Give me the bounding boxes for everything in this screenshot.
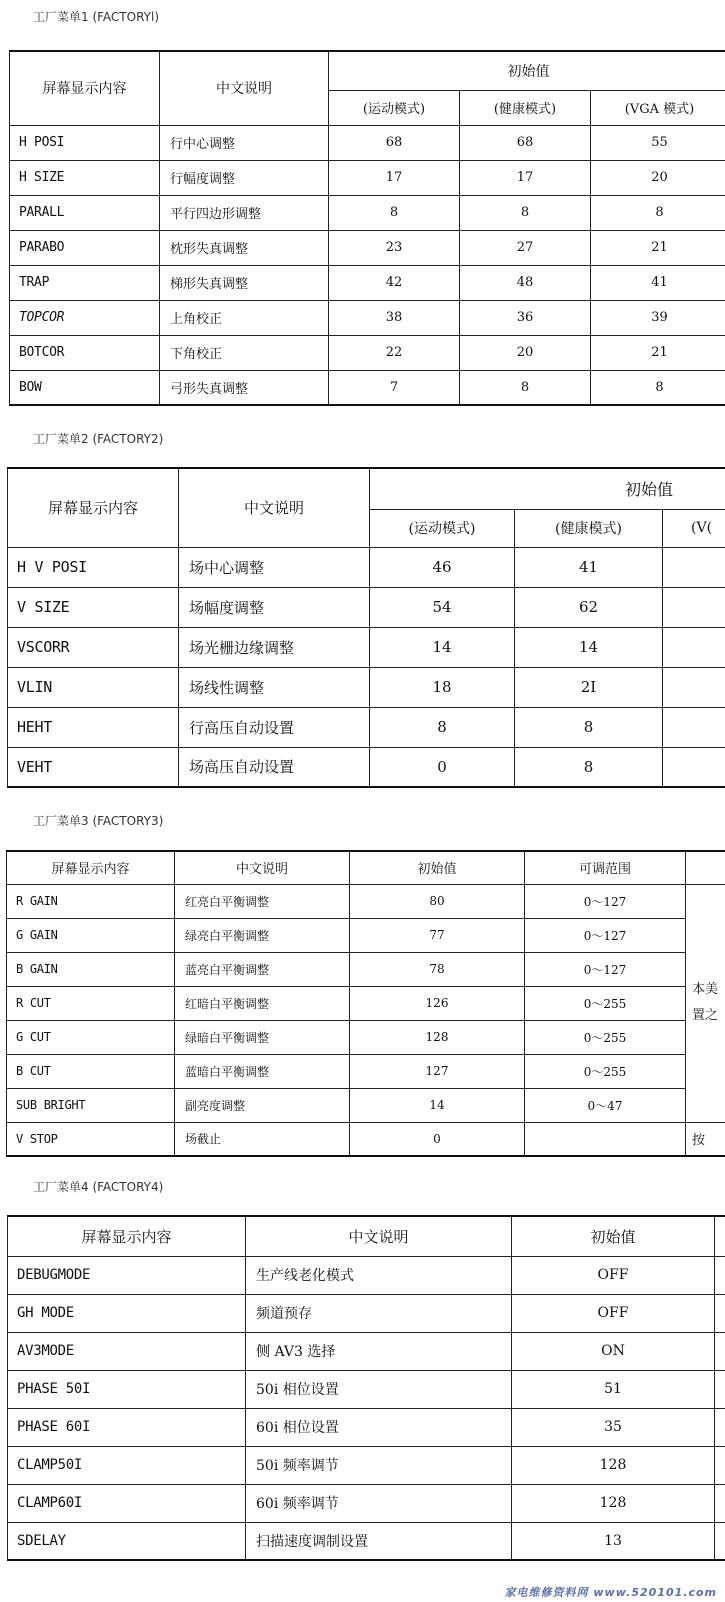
row-cut (715, 1484, 725, 1522)
factory3-title: 工厂菜单3 (FACTORY3) (33, 814, 164, 828)
row-code: PHASE 50I (8, 1370, 246, 1408)
row-desc: 蓝亮白平衡调整 (175, 952, 350, 986)
factory2-header-desc: 中文说明 (179, 468, 370, 547)
table-row (8, 1522, 725, 1560)
row-cut (715, 1408, 725, 1446)
row-code: B CUT (7, 1054, 175, 1088)
row-value-mode1: 22 (329, 335, 460, 370)
table-row (10, 230, 725, 265)
factory2-header-mode1: (运动模式) (370, 509, 515, 547)
factory2-header-mode3: (V( (663, 509, 725, 547)
row-value-mode1: 23 (329, 230, 460, 265)
table-row (7, 1020, 725, 1054)
row-range: 0～255 (525, 1054, 686, 1088)
row-code: V SIZE (8, 587, 179, 627)
row-value: 0 (350, 1122, 525, 1156)
row-code: VEHT (8, 747, 179, 787)
table-row (10, 265, 725, 300)
row-code: R GAIN (7, 884, 175, 918)
factory2-header-screen: 屏幕显示内容 (8, 468, 179, 547)
table-row (10, 335, 725, 370)
factory2-title: 工厂菜单2 (FACTORY2) (33, 432, 164, 446)
factory3-header-note (686, 851, 725, 884)
row-value: 80 (350, 884, 525, 918)
row-value-mode3 (663, 667, 725, 707)
factory1-table (9, 50, 725, 406)
row-value-mode1: 17 (329, 160, 460, 195)
table-row (7, 884, 725, 918)
row-value-mode2: 62 (515, 587, 663, 627)
row-code: TOPCOR (10, 300, 160, 335)
row-range (525, 1122, 686, 1156)
watermark-logo: 家电维修资料网 www.520101.com (504, 1586, 717, 1599)
row-code: SUB BRIGHT (7, 1088, 175, 1122)
row-value-mode2: 20 (460, 335, 591, 370)
row-value: 13 (512, 1522, 715, 1560)
factory2-header-mode2: (健康模式) (515, 509, 663, 547)
row-desc: 场线性调整 (179, 667, 370, 707)
row-value-mode1: 14 (370, 627, 515, 667)
factory3-header-range: 可调范围 (525, 851, 686, 884)
row-desc: 上角校正 (160, 300, 329, 335)
row-value-mode2: 8 (460, 195, 591, 230)
factory1-header-initial: 初始值 (329, 51, 725, 90)
row-desc: 红暗白平衡调整 (175, 986, 350, 1020)
row-desc: 弓形失真调整 (160, 370, 329, 405)
row-code: PARALL (10, 195, 160, 230)
row-value-mode2: 17 (460, 160, 591, 195)
row-range: 0～255 (525, 986, 686, 1020)
row-desc: 场光栅边缘调整 (179, 627, 370, 667)
table-row (8, 1370, 725, 1408)
row-code: H V POSI (8, 547, 179, 587)
row-desc: 梯形失真调整 (160, 265, 329, 300)
table-row (7, 918, 725, 952)
row-value: 128 (512, 1446, 715, 1484)
row-code: BOW (10, 370, 160, 405)
row-code: HEHT (8, 707, 179, 747)
note-line: 置之 (692, 1008, 719, 1023)
row-cut (715, 1522, 725, 1560)
factory3-header-initial: 初始值 (350, 851, 525, 884)
row-value-mode2: 14 (515, 627, 663, 667)
row-value-mode2: 41 (515, 547, 663, 587)
table-row (10, 370, 725, 405)
factory1-title: 工厂菜单1 (FACTORYl) (33, 10, 160, 24)
row-desc: 行高压自动设置 (179, 707, 370, 747)
row-value: 35 (512, 1408, 715, 1446)
row-desc: 频道预存 (246, 1294, 512, 1332)
table-row (8, 667, 725, 707)
row-desc: 60i 相位设置 (246, 1408, 512, 1446)
row-value: 51 (512, 1370, 715, 1408)
row-value: 78 (350, 952, 525, 986)
row-cut (715, 1294, 725, 1332)
note-line: 本美 (692, 982, 719, 997)
row-value-mode2: 8 (515, 707, 663, 747)
row-code: AV3MODE (8, 1332, 246, 1370)
factory4-table (7, 1215, 725, 1561)
factory1-header-screen: 屏幕显示内容 (10, 51, 160, 125)
row-desc: 平行四边形调整 (160, 195, 329, 230)
factory2-table (7, 467, 725, 788)
row-desc: 下角校正 (160, 335, 329, 370)
table-row (8, 747, 725, 787)
row-value: 128 (350, 1020, 525, 1054)
row-value-mode1: 68 (329, 125, 460, 160)
row-desc: 扫描速度调制设置 (246, 1522, 512, 1560)
table-row (8, 1294, 725, 1332)
row-code: GH MODE (8, 1294, 246, 1332)
row-value: 126 (350, 986, 525, 1020)
row-cut (715, 1332, 725, 1370)
row-value-mode1: 54 (370, 587, 515, 627)
row-code: H POSI (10, 125, 160, 160)
row-value: 77 (350, 918, 525, 952)
factory3-header-screen: 屏幕显示内容 (7, 851, 175, 884)
factory4-header-desc: 中文说明 (246, 1216, 512, 1256)
factory4-header-screen: 屏幕显示内容 (8, 1216, 246, 1256)
note-line: 按 (686, 1122, 725, 1156)
table-row (8, 627, 725, 667)
row-value-mode1: 38 (329, 300, 460, 335)
row-value-mode1: 8 (329, 195, 460, 230)
row-value-mode2: 2I (515, 667, 663, 707)
row-value-mode3: 8 (591, 195, 725, 230)
row-value: 127 (350, 1054, 525, 1088)
row-desc: 50i 相位设置 (246, 1370, 512, 1408)
table-row (7, 1122, 725, 1156)
row-code: G GAIN (7, 918, 175, 952)
row-value-mode3: 21 (591, 335, 725, 370)
factory2-body (8, 547, 725, 787)
row-cut (715, 1370, 725, 1408)
row-value-mode3: 41 (591, 265, 725, 300)
row-value-mode3: 21 (591, 230, 725, 265)
row-code: G CUT (7, 1020, 175, 1054)
row-value-mode2: 8 (460, 370, 591, 405)
row-code: CLAMP50I (8, 1446, 246, 1484)
row-cut (715, 1256, 725, 1294)
row-desc: 蓝暗白平衡调整 (175, 1054, 350, 1088)
row-value-mode2: 27 (460, 230, 591, 265)
row-value-mode3: 20 (591, 160, 725, 195)
table-row (8, 707, 725, 747)
row-range: 0～127 (525, 918, 686, 952)
row-value-mode3: 39 (591, 300, 725, 335)
row-value-mode2: 36 (460, 300, 591, 335)
row-range: 0～47 (525, 1088, 686, 1122)
factory3-note (686, 884, 725, 1122)
row-desc: 场截止 (175, 1122, 350, 1156)
row-value-mode3 (663, 547, 725, 587)
factory1-header-mode3: (VGA 模式) (591, 90, 725, 125)
factory4-body (8, 1256, 725, 1560)
row-value: OFF (512, 1256, 715, 1294)
table-row (10, 195, 725, 230)
row-code: R CUT (7, 986, 175, 1020)
table-row (7, 1054, 725, 1088)
table-row (10, 160, 725, 195)
row-range: 0～127 (525, 952, 686, 986)
row-value: ON (512, 1332, 715, 1370)
factory4-header-cut (715, 1216, 725, 1256)
row-desc: 行幅度调整 (160, 160, 329, 195)
row-value-mode1: 8 (370, 707, 515, 747)
row-desc: 生产线老化模式 (246, 1256, 512, 1294)
table-row (8, 1256, 725, 1294)
row-value-mode1: 42 (329, 265, 460, 300)
row-code: V STOP (7, 1122, 175, 1156)
row-desc: 红亮白平衡调整 (175, 884, 350, 918)
row-value-mode1: 46 (370, 547, 515, 587)
table-row (10, 125, 725, 160)
row-value-mode3: 8 (591, 370, 725, 405)
table-row (7, 986, 725, 1020)
row-desc: 绿暗白平衡调整 (175, 1020, 350, 1054)
row-code: VLIN (8, 667, 179, 707)
row-range: 0～127 (525, 884, 686, 918)
row-code: TRAP (10, 265, 160, 300)
table-row (8, 1408, 725, 1446)
row-code: BOTCOR (10, 335, 160, 370)
row-value-mode3 (663, 587, 725, 627)
row-desc: 60i 频率调节 (246, 1484, 512, 1522)
factory4-title: 工厂菜单4 (FACTORY4) (33, 1180, 164, 1194)
factory1-header-desc: 中文说明 (160, 51, 329, 125)
factory3-body (7, 884, 725, 1156)
row-code: B GAIN (7, 952, 175, 986)
row-value-mode2: 48 (460, 265, 591, 300)
row-desc: 行中心调整 (160, 125, 329, 160)
row-value-mode3 (663, 707, 725, 747)
factory1-header-mode2: (健康模式) (460, 90, 591, 125)
row-cut (715, 1446, 725, 1484)
table-row (8, 1484, 725, 1522)
row-desc: 50i 频率调节 (246, 1446, 512, 1484)
table-row (7, 1088, 725, 1122)
row-desc: 枕形失真调整 (160, 230, 329, 265)
row-value-mode3 (663, 747, 725, 787)
table-row (8, 1332, 725, 1370)
factory3-header-desc: 中文说明 (175, 851, 350, 884)
row-value-mode2: 8 (515, 747, 663, 787)
row-code: H SIZE (10, 160, 160, 195)
row-code: DEBUGMODE (8, 1256, 246, 1294)
row-value-mode3: 55 (591, 125, 725, 160)
table-row (8, 587, 725, 627)
row-code: CLAMP60I (8, 1484, 246, 1522)
table-row (8, 1446, 725, 1484)
factory3-table (6, 850, 725, 1157)
table-row (7, 952, 725, 986)
row-value: 14 (350, 1088, 525, 1122)
row-value-mode1: 18 (370, 667, 515, 707)
row-code: VSCORR (8, 627, 179, 667)
row-desc: 副亮度调整 (175, 1088, 350, 1122)
table-row (8, 547, 725, 587)
factory4-header-initial: 初始值 (512, 1216, 715, 1256)
factory1-body (10, 125, 725, 405)
row-desc: 场幅度调整 (179, 587, 370, 627)
row-value: OFF (512, 1294, 715, 1332)
factory2-header-initial: 初始值 (370, 468, 725, 509)
row-value-mode1: 7 (329, 370, 460, 405)
row-value-mode2: 68 (460, 125, 591, 160)
factory1-header-mode1: (运动模式) (329, 90, 460, 125)
row-value: 128 (512, 1484, 715, 1522)
row-range: 0～255 (525, 1020, 686, 1054)
row-value-mode1: 0 (370, 747, 515, 787)
row-desc: 绿亮白平衡调整 (175, 918, 350, 952)
row-desc: 场高压自动设置 (179, 747, 370, 787)
table-row (10, 300, 725, 335)
row-code: SDELAY (8, 1522, 246, 1560)
row-value-mode3 (663, 627, 725, 667)
row-desc: 场中心调整 (179, 547, 370, 587)
row-code: PARABO (10, 230, 160, 265)
row-desc: 侧 AV3 选择 (246, 1332, 512, 1370)
row-code: PHASE 60I (8, 1408, 246, 1446)
